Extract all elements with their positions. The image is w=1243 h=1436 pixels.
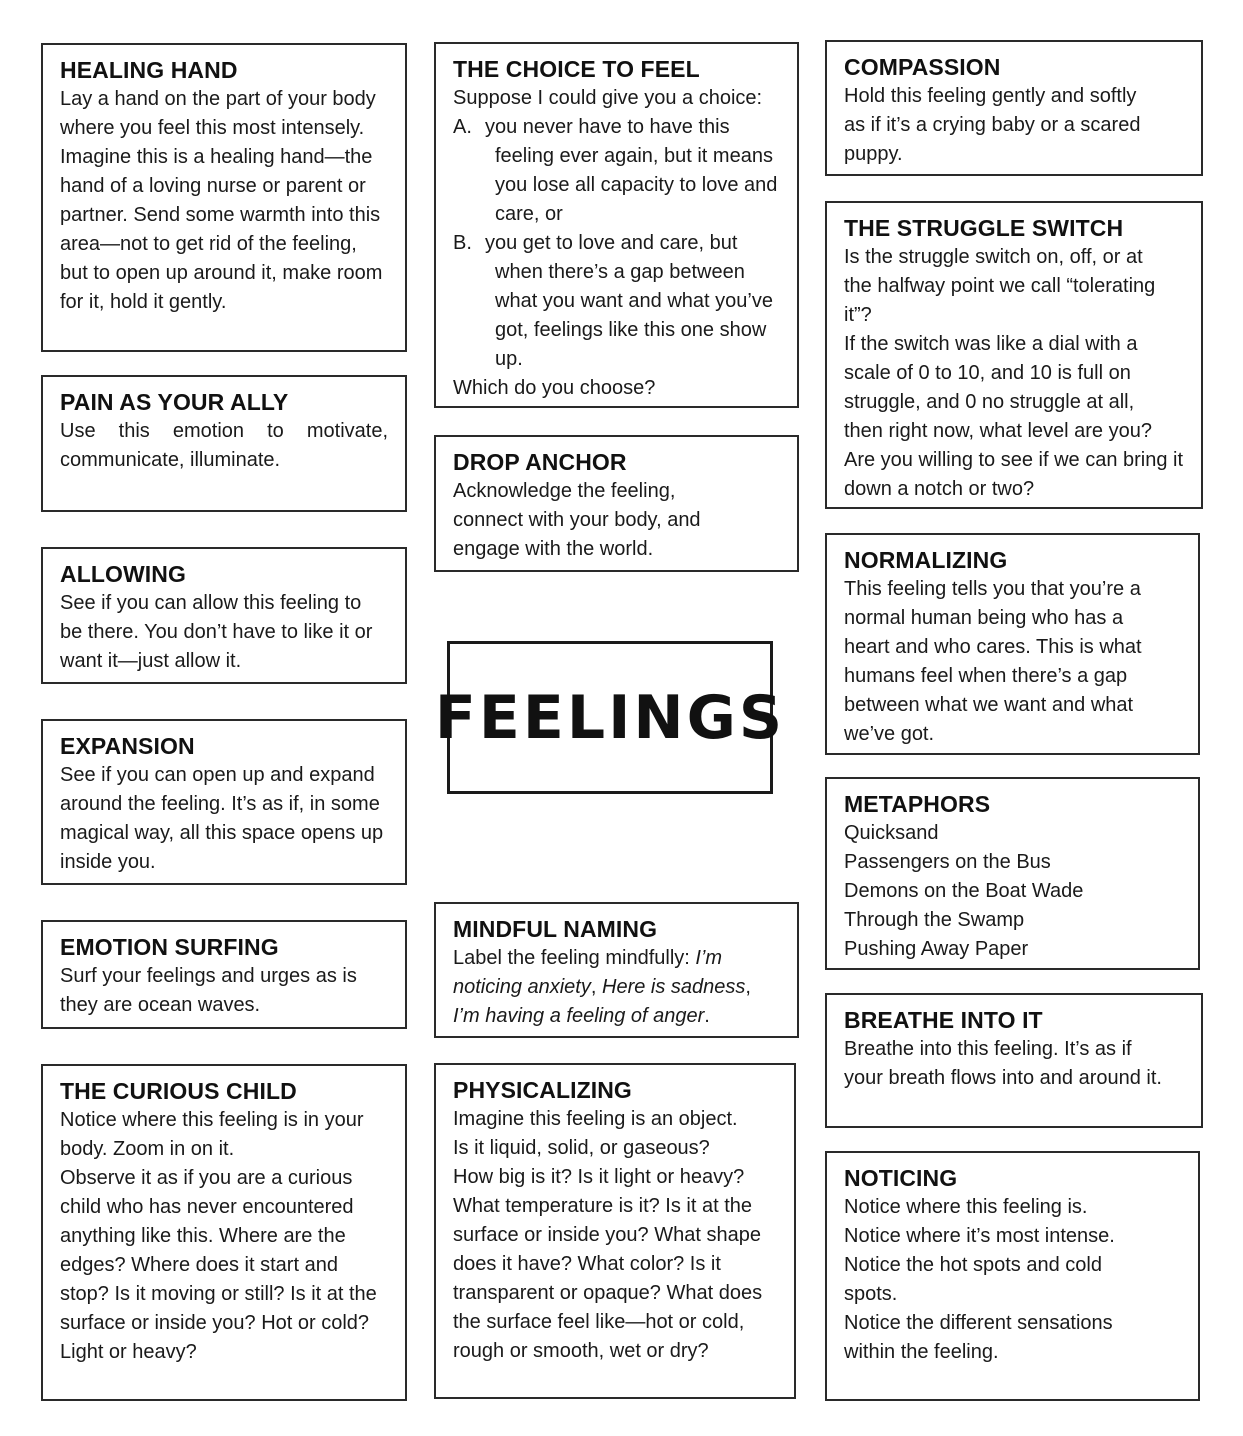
card-body: Acknowledge the feeling, connect with your body, and engage with the world. [453, 480, 701, 560]
noticing-item: Notice where this feeling is. [844, 1196, 1088, 1218]
card-body: Breathe into this feeling. It’s as if your breath flows into and around it. [844, 1038, 1162, 1089]
option-text [485, 113, 780, 229]
card-the-struggle-switch [825, 201, 1203, 509]
metaphor-item: Demons on the Boat Wade [844, 880, 1084, 902]
option-label: B. [453, 232, 472, 254]
card-body: Surf your feelings and urges as is they are ocean waves. [60, 965, 357, 1016]
card-title: MINDFUL NAMING [453, 916, 658, 942]
option-a-text: you never have to have this feeling ever again, but it means you lose all capacity to love and care, or [485, 116, 778, 225]
card-pain-as-your-ally [41, 375, 407, 512]
card-title: BREATHE INTO IT [844, 1007, 1043, 1033]
choice-option-a [453, 113, 780, 229]
card-body-continued: If the switch was like a dial with a scale of 0 to 10, and 10 is full on struggle, and 0 no struggle at all, then right now, what level are you? [844, 333, 1152, 442]
card-noticing [825, 1151, 1200, 1401]
card-title: THE STRUGGLE SWITCH [844, 215, 1124, 241]
card-breathe-into-it [825, 993, 1203, 1128]
card-compassion [825, 40, 1203, 176]
card-drop-anchor [434, 435, 799, 572]
page-title-text: FEELINGS [434, 682, 786, 753]
choice-option-b [453, 229, 780, 374]
card-title: PAIN AS YOUR ALLY [60, 389, 289, 415]
card-body: Is the struggle switch on, off, or at the halfway point we call “tolerating it”? [844, 246, 1156, 326]
card-the-choice-to-feel [434, 42, 799, 408]
card-body: See if you can allow this feeling to be there. You don’t have to like it or want it—just allow it. [60, 592, 373, 672]
naming-prefix: Label the feeling mindfully: [453, 947, 690, 969]
naming-example-2: Here is sadness [602, 976, 746, 998]
card-body-continued: Observe it as if you are a curious child who has never encountered anything like this. Where are the edges? Where does it start and stop? Is it moving or still? Is it at the surface or inside you? Hot or cold? Light or heavy? [60, 1167, 377, 1363]
card-title: NOTICING [844, 1165, 958, 1191]
card-title: METAPHORS [844, 791, 991, 817]
card-metaphors [825, 777, 1200, 970]
naming-example-3: I’m having a feeling of anger [453, 1005, 705, 1027]
card-title: THE CHOICE TO FEEL [453, 56, 700, 82]
option-label: A. [453, 116, 472, 138]
card-title: EXPANSION [60, 733, 195, 759]
card-title: THE CURIOUS CHILD [60, 1078, 297, 1104]
card-title: HEALING HAND [60, 57, 238, 83]
card-body: See if you can open up and expand around the feeling. It’s as if, in some magical way, all this space opens up inside you. [60, 764, 384, 873]
option-b-text: you get to love and care, but when there’s a gap between what you want and what you’ve got, feelings like this one show up. [485, 232, 773, 370]
card-title: ALLOWING [60, 561, 186, 587]
choice-intro: Suppose I could give you a choice: [453, 87, 763, 109]
metaphor-item: Through the Swamp [844, 909, 1025, 931]
card-the-curious-child [41, 1064, 407, 1401]
card-body: Use this emotion to motivate, communicate, illuminate. [60, 420, 388, 471]
card-expansion [41, 719, 407, 885]
card-title: DROP ANCHOR [453, 449, 627, 475]
card-body: Hold this feeling gently and softly as if it’s a crying baby or a scared puppy. [844, 85, 1141, 165]
card-mindful-naming [434, 902, 799, 1038]
noticing-item: Notice where it’s most intense. [844, 1225, 1115, 1247]
card-body-question: Are you willing to see if we can bring it down a notch or two? [844, 449, 1184, 500]
card-title: COMPASSION [844, 54, 1001, 80]
physicalizing-line: Is it liquid, solid, or gaseous? [453, 1137, 710, 1159]
card-body: Lay a hand on the part of your body where you feel this most intensely. Imagine this is a healing hand—the hand of a loving nurse or parent or partner. Send some warmth into this area—not to get rid of the feeling, but to open up around it, make room for it, hold it gently. [60, 88, 383, 313]
noticing-item: Notice the hot spots and cold spots. [844, 1254, 1102, 1305]
card-physicalizing [434, 1063, 796, 1399]
card-emotion-surfing [41, 920, 407, 1029]
choice-question: Which do you choose? [453, 377, 656, 399]
card-title: EMOTION SURFING [60, 934, 279, 960]
card-body: This feeling tells you that you’re a normal human being who has a heart and who cares. This is what humans feel when there’s a gap between what we want and what we’ve got. [844, 578, 1142, 745]
page-title [434, 641, 786, 794]
metaphor-item: Pushing Away Paper [844, 938, 1029, 960]
physicalizing-line: What temperature is it? Is it at the surface or inside you? What shape does it have? What color? Is it transparent or opaque? What does the surface feel like—hot or cold, rough or smooth, wet or dry? [453, 1195, 763, 1362]
physicalizing-line: Imagine this feeling is an object. [453, 1108, 738, 1130]
card-normalizing [825, 533, 1200, 755]
metaphor-item: Passengers on the Bus [844, 851, 1051, 873]
option-text [485, 229, 780, 374]
card-body: Label the feeling mindfully: I’m noticing anxiety, Here is sadness, I’m having a feeling of anger. [453, 947, 751, 1027]
card-body: Notice where this feeling is in your body. Zoom in on it. [60, 1109, 364, 1160]
metaphor-item: Quicksand [844, 822, 939, 844]
card-allowing [41, 547, 407, 684]
noticing-item: Notice the different sensations within the feeling. [844, 1312, 1113, 1363]
card-healing-hand [41, 43, 407, 352]
naming-example-1: I’m noticing anxiety [453, 947, 723, 998]
card-title: PHYSICALIZING [453, 1077, 632, 1103]
physicalizing-line: How big is it? Is it light or heavy? [453, 1166, 745, 1188]
card-title: NORMALIZING [844, 547, 1008, 573]
